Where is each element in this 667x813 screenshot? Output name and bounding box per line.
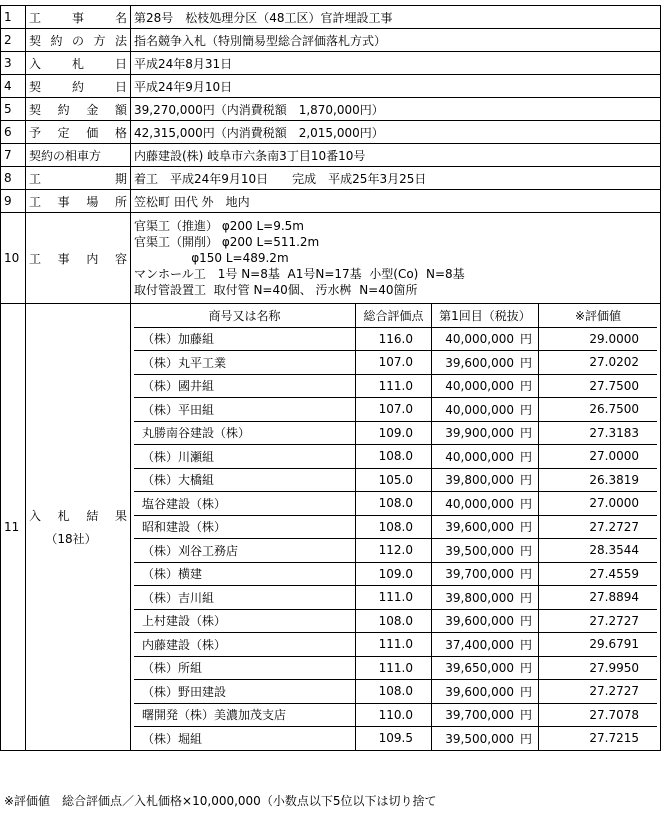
bid-evaluation: 27.2727 xyxy=(539,515,658,539)
yen-unit: 円 xyxy=(519,708,532,723)
bid-evaluation: 27.2727 xyxy=(539,609,658,633)
bidder-name: （株）野田建設 xyxy=(134,680,356,704)
info-row xyxy=(1,75,661,98)
bid-price xyxy=(432,327,539,351)
row-number: 1 xyxy=(1,6,26,29)
row-number: 10 xyxy=(1,213,26,304)
row-label xyxy=(26,6,131,29)
bid-row xyxy=(134,727,657,750)
bid-price xyxy=(432,562,539,586)
bid-price-amount: 39,600,000 xyxy=(445,355,514,370)
bid-evaluation: 26.7500 xyxy=(539,398,658,422)
row-number: 6 xyxy=(1,121,26,144)
label-char: 入 xyxy=(29,56,42,71)
info-row xyxy=(1,121,661,144)
info-row xyxy=(1,6,661,29)
label-char: 契 xyxy=(29,102,42,117)
bid-price-amount: 39,600,000 xyxy=(445,614,514,629)
bidder-name: （株）刈谷工務店 xyxy=(134,539,356,563)
bidder-name: （株）堀組 xyxy=(134,727,356,750)
bid-price xyxy=(432,351,539,375)
yen-unit: 円 xyxy=(519,379,532,394)
bid-score: 107.0 xyxy=(356,351,432,375)
row-label xyxy=(26,167,131,190)
info-row xyxy=(1,98,661,121)
bidder-name: 丸勝南谷建設（株） xyxy=(134,421,356,445)
info-row xyxy=(1,190,661,213)
bidder-name: 曙開発（株）美濃加茂支店 xyxy=(134,703,356,727)
label-char: 工 xyxy=(29,251,42,266)
header-score: 総合評価点 xyxy=(356,304,432,327)
label-char: 工 xyxy=(29,171,42,186)
row-work-content xyxy=(1,213,661,304)
bid-price-amount: 40,000,000 xyxy=(445,402,514,417)
row-label-text xyxy=(29,55,127,72)
info-row xyxy=(1,29,661,52)
bid-score: 108.0 xyxy=(356,445,432,469)
bid-score: 111.0 xyxy=(356,374,432,398)
bid-evaluation: 27.7078 xyxy=(539,703,658,727)
bid-price xyxy=(432,586,539,610)
bid-evaluation: 28.3544 xyxy=(539,539,658,563)
row-label-text xyxy=(29,78,127,95)
row-label-text xyxy=(29,124,127,141)
row-number: 11 xyxy=(1,304,26,751)
bid-price-amount: 39,500,000 xyxy=(445,731,514,746)
bid-price-amount: 40,000,000 xyxy=(445,379,514,394)
bid-price xyxy=(432,539,539,563)
bid-price xyxy=(432,445,539,469)
bid-price xyxy=(432,727,539,750)
bid-price-amount: 39,600,000 xyxy=(445,520,514,535)
row-value: 笠松町 田代 外 地内 xyxy=(131,190,661,213)
yen-unit: 円 xyxy=(519,449,532,464)
bid-price-amount: 39,650,000 xyxy=(445,661,514,676)
bid-price xyxy=(432,398,539,422)
row-label xyxy=(26,121,131,144)
bidder-name: 塩谷建設（株） xyxy=(134,492,356,516)
row-label-text xyxy=(29,32,127,49)
label-char: の xyxy=(71,33,84,48)
row-label-text xyxy=(29,170,127,187)
bid-score: 108.0 xyxy=(356,680,432,704)
label-char: 事 xyxy=(57,194,70,209)
bid-evaluation: 27.9950 xyxy=(539,656,658,680)
row-label xyxy=(26,190,131,213)
row-value: 42,315,000円（内消費税額 2,015,000円） xyxy=(131,121,661,144)
row-label-text xyxy=(29,9,127,26)
bid-price xyxy=(432,374,539,398)
bid-price-amount: 39,800,000 xyxy=(445,590,514,605)
bid-score: 109.0 xyxy=(356,421,432,445)
bid-score: 108.0 xyxy=(356,609,432,633)
bid-evaluation: 29.6791 xyxy=(539,633,658,657)
row-value: 平成24年8月31日 xyxy=(131,52,661,75)
bid-row xyxy=(134,562,657,586)
bidder-name: （株）加藤組 xyxy=(134,327,356,351)
bid-price-amount: 37,400,000 xyxy=(445,637,514,652)
label-char: 日 xyxy=(114,56,127,71)
row-number: 4 xyxy=(1,75,26,98)
label-char: 価 xyxy=(86,125,99,140)
bid-results-table xyxy=(134,304,657,750)
info-row xyxy=(1,167,661,190)
bid-price-amount: 40,000,000 xyxy=(445,496,514,511)
bid-evaluation: 26.3819 xyxy=(539,468,658,492)
bid-row xyxy=(134,327,657,351)
bid-row xyxy=(134,374,657,398)
label-char: 結 xyxy=(86,508,99,523)
bid-evaluation: 27.8894 xyxy=(539,586,658,610)
yen-unit: 円 xyxy=(519,473,532,488)
label-char: 約 xyxy=(50,33,63,48)
label-char: 事 xyxy=(57,251,70,266)
bid-score: 107.0 xyxy=(356,398,432,422)
row-number: 9 xyxy=(1,190,26,213)
bid-row xyxy=(134,656,657,680)
bid-score: 108.0 xyxy=(356,492,432,516)
bid-score: 111.0 xyxy=(356,586,432,610)
label-char: 果 xyxy=(114,508,127,523)
footnote: ※評価値 総合評価点／入札価格×10,000,000（小数点以下5位以下は切り捨て xyxy=(4,794,437,808)
label-char: 金 xyxy=(86,102,99,117)
bidder-name: （株）平田組 xyxy=(134,398,356,422)
bid-row xyxy=(134,609,657,633)
work-content-value xyxy=(131,213,661,304)
label-char: 容 xyxy=(114,251,127,266)
row-label-text xyxy=(29,101,127,118)
bid-price-amount: 40,000,000 xyxy=(445,449,514,464)
bid-price xyxy=(432,656,539,680)
row-value: 指名競争入札（特別簡易型総合評価落札方式） xyxy=(131,29,661,52)
bidder-name: （株）横建 xyxy=(134,562,356,586)
yen-unit: 円 xyxy=(519,637,532,652)
row-value: 着工 平成24年9月10日 完成 平成25年3月25日 xyxy=(131,167,661,190)
bid-price-amount: 39,900,000 xyxy=(445,426,514,441)
yen-unit: 円 xyxy=(519,332,532,347)
row-label xyxy=(26,98,131,121)
bid-evaluation: 27.0202 xyxy=(539,351,658,375)
bid-price-amount: 39,600,000 xyxy=(445,684,514,699)
bid-evaluation: 27.2727 xyxy=(539,680,658,704)
label-char: 法 xyxy=(114,33,127,48)
label-char: 約 xyxy=(57,102,70,117)
yen-unit: 円 xyxy=(519,567,532,582)
bid-score: 116.0 xyxy=(356,327,432,351)
label-char: 約 xyxy=(71,79,84,94)
bid-row xyxy=(134,351,657,375)
bid-price-amount: 39,700,000 xyxy=(445,567,514,582)
bid-price xyxy=(432,492,539,516)
yen-unit: 円 xyxy=(519,496,532,511)
label-char: 名 xyxy=(114,10,127,25)
row-number: 5 xyxy=(1,98,26,121)
bidder-name: （株）所組 xyxy=(134,656,356,680)
bid-price xyxy=(432,703,539,727)
bid-evaluation: 27.4559 xyxy=(539,562,658,586)
bid-evaluation: 27.7215 xyxy=(589,731,639,746)
row-label-text xyxy=(29,193,127,210)
yen-unit: 円 xyxy=(519,614,532,629)
info-row xyxy=(1,144,661,167)
row-bid-results xyxy=(1,304,661,751)
bid-row xyxy=(134,539,657,563)
label-char: 内 xyxy=(86,251,99,266)
bid-score: 105.0 xyxy=(356,468,432,492)
label-char: 札 xyxy=(71,56,84,71)
bid-score: 109.5 xyxy=(356,727,432,750)
bidder-name: （株）吉川組 xyxy=(134,586,356,610)
row-label xyxy=(26,52,131,75)
bidder-name: （株）國井組 xyxy=(134,374,356,398)
bid-row xyxy=(134,468,657,492)
bid-price xyxy=(432,609,539,633)
label-char: 額 xyxy=(114,102,127,117)
bid-score: 108.0 xyxy=(356,515,432,539)
label-char: 定 xyxy=(57,125,70,140)
bid-evaluation: 27.3183 xyxy=(539,421,658,445)
bidder-name: 内藤建設（株） xyxy=(134,633,356,657)
bid-price-amount: 39,800,000 xyxy=(445,473,514,488)
row-number: 2 xyxy=(1,29,26,52)
bid-row xyxy=(134,492,657,516)
bid-row xyxy=(134,586,657,610)
work-content-line: φ150 L=489.2m xyxy=(134,251,289,265)
yen-unit: 円 xyxy=(519,543,532,558)
bid-price xyxy=(432,633,539,657)
label-char: 契約の相車方 xyxy=(29,148,102,163)
bid-price xyxy=(432,515,539,539)
bid-price-amount: 39,500,000 xyxy=(445,543,514,558)
work-content-line: 官渠工（推進） φ200 L=9.5m xyxy=(134,219,304,233)
header-price: 第1回目（税抜） xyxy=(432,304,539,327)
row-number: 8 xyxy=(1,167,26,190)
bidder-count: （18社） xyxy=(45,531,97,546)
row-label xyxy=(26,144,131,167)
yen-unit: 円 xyxy=(519,731,532,746)
row-label xyxy=(26,29,131,52)
bid-price xyxy=(432,680,539,704)
label-char: 入 xyxy=(29,508,42,523)
label-char: 日 xyxy=(114,79,127,94)
label-char: 契 xyxy=(29,33,42,48)
row-value: 内藤建設(株) 岐阜市六条南3丁目10番10号 xyxy=(131,144,661,167)
bidder-name: （株）大橋組 xyxy=(134,468,356,492)
bid-row xyxy=(134,633,657,657)
bid-evaluation: 27.0000 xyxy=(539,445,658,469)
row-value: 第28号 松枝処理分区（48工区）官許埋設工事 xyxy=(131,6,661,29)
row-label xyxy=(26,75,131,98)
bid-price-amount: 40,000,000 xyxy=(445,332,514,347)
label-char: 期 xyxy=(114,171,127,186)
contract-info-table xyxy=(0,5,661,751)
bid-evaluation: 27.0000 xyxy=(539,492,658,516)
bid-score: 111.0 xyxy=(356,633,432,657)
bidder-name: 上村建設（株） xyxy=(134,609,356,633)
label-char: 格 xyxy=(114,125,127,140)
header-evaluation: ※評価値 xyxy=(539,304,658,327)
yen-unit: 円 xyxy=(519,661,532,676)
row-label xyxy=(26,304,131,751)
bidder-name: （株）丸平工業 xyxy=(134,351,356,375)
work-content-line: 取付管設置工 取付管 N=40個、 汚水桝 N=40箇所 xyxy=(134,283,418,297)
bid-price xyxy=(432,468,539,492)
yen-unit: 円 xyxy=(519,684,532,699)
work-content-line: 官渠工（開削） φ200 L=511.2m xyxy=(134,235,320,249)
bidder-name: 昭和建設（株） xyxy=(134,515,356,539)
label-char: 工 xyxy=(29,194,42,209)
info-row xyxy=(1,52,661,75)
label-char: 予 xyxy=(29,125,42,140)
label-char: 所 xyxy=(114,194,127,209)
bid-score: 112.0 xyxy=(356,539,432,563)
yen-unit: 円 xyxy=(519,520,532,535)
label-char: 工 xyxy=(29,10,42,25)
bid-price-amount: 39,700,000 xyxy=(445,708,514,723)
label-char: 契 xyxy=(29,79,42,94)
yen-unit: 円 xyxy=(519,590,532,605)
row-number: 7 xyxy=(1,144,26,167)
row-value: 平成24年9月10日 xyxy=(131,75,661,98)
label-char: 方 xyxy=(93,33,106,48)
bid-score: 110.0 xyxy=(356,703,432,727)
row-label-text xyxy=(29,147,127,164)
bid-row xyxy=(134,703,657,727)
header-name: 商号又は名称 xyxy=(134,304,356,327)
label-char: 札 xyxy=(57,508,70,523)
bid-row xyxy=(134,515,657,539)
bid-row xyxy=(134,398,657,422)
label-char: 事 xyxy=(71,10,84,25)
bid-evaluation: 29.0000 xyxy=(539,327,658,351)
yen-unit: 円 xyxy=(519,355,532,370)
bid-row xyxy=(134,445,657,469)
row-number: 3 xyxy=(1,52,26,75)
yen-unit: 円 xyxy=(519,426,532,441)
bid-score: 109.0 xyxy=(356,562,432,586)
bid-row xyxy=(134,421,657,445)
yen-unit: 円 xyxy=(519,402,532,417)
bid-score: 111.0 xyxy=(356,656,432,680)
bidder-name: （株）川瀬組 xyxy=(134,445,356,469)
bid-evaluation: 27.7500 xyxy=(539,374,658,398)
label-char: 場 xyxy=(86,194,99,209)
bid-header-row xyxy=(134,304,657,327)
row-value: 39,270,000円（内消費税額 1,870,000円） xyxy=(131,98,661,121)
work-content-line: マンホール工 1号 N=8基 A1号N=17基 小型(Co) N=8基 xyxy=(134,267,465,281)
row-label xyxy=(26,213,131,304)
bid-price xyxy=(432,421,539,445)
bid-results-cell xyxy=(131,304,661,751)
bid-row xyxy=(134,680,657,704)
